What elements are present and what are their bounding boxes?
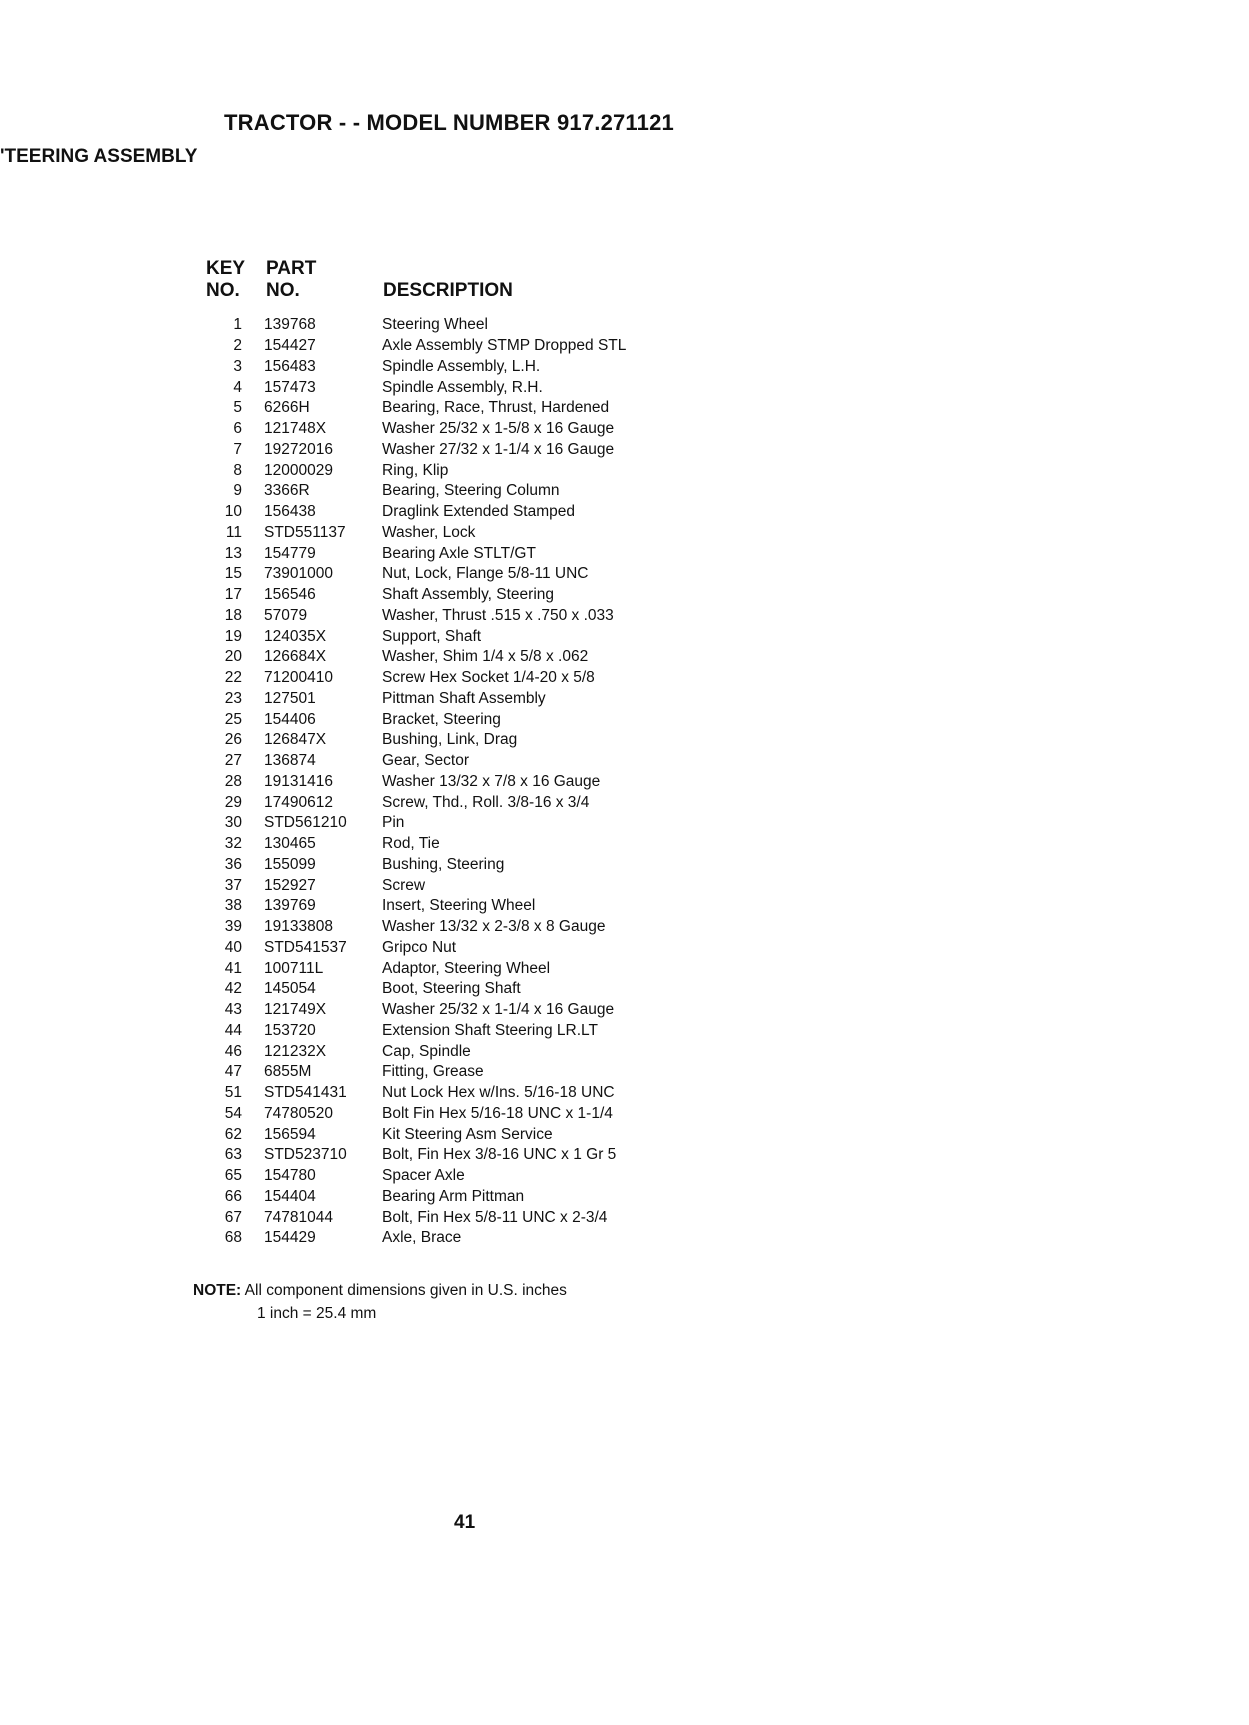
parts-row (200, 875, 802, 896)
part-no-cell: 74781044 (264, 1208, 333, 1226)
part-no-cell: 157473 (264, 378, 316, 396)
key-no-cell: 67 (224, 1208, 242, 1226)
parts-row (200, 1166, 802, 1187)
description-cell: Bearing, Race, Thrust, Hardened (382, 399, 610, 417)
parts-row (200, 979, 802, 1000)
description-cell: Screw Hex Socket 1/4-20 x 5/8 (382, 669, 595, 687)
key-no-cell: 9 (233, 482, 242, 500)
description-cell: Axle Assembly STMP Dropped STL (382, 337, 627, 355)
key-no-cell: 28 (224, 772, 242, 790)
key-no-cell: 65 (224, 1167, 242, 1185)
section-title: 'TEERING ASSEMBLY (0, 146, 198, 167)
parts-row (200, 1124, 802, 1145)
part-no-cell: 154429 (264, 1229, 316, 1247)
part-no-cell: 130465 (264, 835, 316, 853)
description-cell: Support, Shaft (382, 627, 482, 645)
part-no-cell: 100711L (264, 959, 324, 977)
description-cell: Gear, Sector (382, 752, 470, 770)
parts-row (200, 606, 802, 627)
parts-row (200, 336, 802, 357)
description-cell: Screw (382, 876, 426, 894)
part-no-cell: STD561210 (264, 814, 347, 832)
parts-row (200, 1000, 802, 1021)
description-cell: Bearing Axle STLT/GT (382, 544, 536, 562)
description-cell: Washer, Shim 1/4 x 5/8 x .062 (382, 648, 589, 666)
key-no-cell: 40 (224, 938, 242, 956)
key-no-cell: 7 (233, 440, 242, 458)
description-cell: Washer 25/32 x 1-5/8 x 16 Gauge (382, 420, 615, 438)
parts-row (200, 315, 802, 336)
key-no-cell: 2 (233, 337, 242, 355)
description-cell: Bolt, Fin Hex 3/8-16 UNC x 1 Gr 5 (382, 1146, 617, 1164)
part-no-cell: 139769 (264, 897, 316, 915)
part-no-cell: 153720 (264, 1021, 316, 1039)
part-no-header (266, 258, 316, 302)
parts-row (200, 917, 802, 938)
parts-row (200, 792, 802, 813)
description-cell: Cap, Spindle (382, 1042, 471, 1060)
parts-row (200, 1021, 802, 1042)
part-no-cell: 19133808 (264, 918, 333, 936)
parts-row (200, 626, 802, 647)
key-header-line1: KEY (206, 258, 246, 279)
description-cell: Pittman Shaft Assembly (382, 689, 546, 707)
description-cell: Boot, Steering Shaft (382, 980, 521, 998)
note (193, 1282, 567, 1300)
part-no-cell: 121749X (264, 1001, 327, 1019)
description-cell: Screw, Thd., Roll. 3/8-16 x 3/4 (382, 793, 590, 811)
parts-row (200, 1228, 802, 1249)
description-cell: Bolt, Fin Hex 5/8-11 UNC x 2-3/4 (382, 1208, 608, 1226)
key-no-cell: 62 (224, 1125, 242, 1143)
description-cell: Bracket, Steering (382, 710, 501, 728)
part-no-cell: 154404 (264, 1187, 316, 1205)
description-cell: Gripco Nut (382, 938, 457, 956)
parts-row (200, 419, 802, 440)
part-no-cell: 17490612 (264, 793, 333, 811)
key-header-line2: NO. (206, 280, 240, 301)
part-no-cell: 73901000 (264, 565, 333, 583)
parts-row (200, 585, 802, 606)
part-no-cell: 145054 (264, 980, 316, 998)
parts-row (200, 730, 802, 751)
description-cell: Fitting, Grease (382, 1063, 484, 1081)
part-no-cell: 155099 (264, 855, 316, 873)
parts-row (200, 523, 802, 544)
parts-list (200, 315, 802, 1249)
key-no-cell: 10 (224, 503, 242, 521)
part-no-cell: 121748X (264, 420, 327, 438)
key-no-cell: 46 (224, 1042, 242, 1060)
part-no-cell: 74780520 (264, 1104, 333, 1122)
description-cell: Washer 27/32 x 1-1/4 x 16 Gauge (382, 440, 615, 458)
description-cell: Nut Lock Hex w/Ins. 5/16-18 UNC (382, 1084, 615, 1102)
part-no-cell: 156546 (264, 586, 316, 604)
parts-row (200, 689, 802, 710)
parts-row (200, 440, 802, 461)
key-no-cell: 47 (224, 1063, 242, 1081)
key-no-cell: 6 (233, 420, 242, 438)
key-no-cell: 43 (224, 1001, 242, 1019)
description-header: DESCRIPTION (383, 280, 513, 301)
part-no-cell: 3366R (264, 482, 310, 500)
key-no-cell: 51 (224, 1084, 242, 1102)
part-no-cell: 136874 (264, 752, 316, 770)
description-cell: Spindle Assembly, R.H. (382, 378, 543, 396)
description-cell: Shaft Assembly, Steering (382, 586, 555, 604)
part-no-cell: 124035X (264, 627, 327, 645)
key-no-cell: 1 (233, 316, 242, 334)
parts-row (200, 1145, 802, 1166)
note-label: NOTE: (193, 1282, 242, 1299)
key-no-cell: 30 (224, 814, 242, 832)
part-no-cell: 71200410 (264, 669, 333, 687)
key-no-cell: 25 (224, 710, 242, 728)
description-cell: Rod, Tie (382, 835, 440, 853)
parts-row (200, 668, 802, 689)
description-cell: Insert, Steering Wheel (382, 897, 536, 915)
key-no-cell: 15 (224, 565, 242, 583)
parts-row (200, 1207, 802, 1228)
key-no-cell: 66 (224, 1187, 242, 1205)
part-no-cell: 154406 (264, 710, 316, 728)
description-cell: Washer, Thrust .515 x .750 x .033 (382, 606, 614, 624)
parts-row (200, 647, 802, 668)
parts-row (200, 834, 802, 855)
part-no-cell: 6855M (264, 1063, 312, 1081)
parts-row (200, 564, 802, 585)
part-no-cell: 19131416 (264, 772, 333, 790)
key-no-cell: 63 (224, 1146, 242, 1164)
key-no-cell: 54 (224, 1104, 242, 1122)
description-cell: Steering Wheel (382, 316, 488, 334)
part-no-cell: 12000029 (264, 461, 333, 479)
key-no-cell: 8 (233, 461, 242, 479)
parts-row (200, 460, 802, 481)
part-no-cell: STD523710 (264, 1146, 347, 1164)
description-cell: Washer, Lock (382, 523, 476, 541)
key-no-cell: 13 (224, 544, 242, 562)
parts-row (200, 398, 802, 419)
part-no-cell: 121232X (264, 1042, 327, 1060)
parts-row (200, 481, 802, 502)
part-no-cell: 156483 (264, 357, 316, 375)
description-cell: Spindle Assembly, L.H. (382, 357, 541, 375)
key-no-cell: 27 (224, 752, 242, 770)
part-no-cell: 127501 (264, 689, 316, 707)
key-no-cell: 29 (224, 793, 242, 811)
key-no-cell: 41 (224, 959, 242, 977)
part-no-cell: 154780 (264, 1167, 316, 1185)
key-no-cell: 18 (224, 606, 242, 624)
parts-row (200, 709, 802, 730)
key-no-cell: 37 (224, 876, 242, 894)
description-cell: Extension Shaft Steering LR.LT (382, 1021, 598, 1039)
parts-row (200, 543, 802, 564)
description-cell: Pin (382, 814, 405, 832)
parts-row (200, 751, 802, 772)
description-cell: Bearing, Steering Column (382, 482, 560, 500)
part-header-line1: PART (266, 258, 317, 279)
parts-row (200, 1187, 802, 1208)
page-number: 41 (454, 1512, 476, 1533)
note-text: All component dimensions given in U.S. inches (244, 1282, 567, 1299)
key-no-cell: 26 (224, 731, 242, 749)
description-cell: Spacer Axle (382, 1167, 465, 1185)
key-no-cell: 68 (224, 1229, 242, 1247)
parts-row (200, 502, 802, 523)
key-no-header (206, 258, 245, 302)
parts-row (200, 938, 802, 959)
parts-row (200, 813, 802, 834)
parts-row (200, 1062, 802, 1083)
key-no-cell: 32 (224, 835, 242, 853)
part-no-cell: 126684X (264, 648, 327, 666)
parts-row (200, 958, 802, 979)
key-no-cell: 19 (224, 627, 242, 645)
part-no-cell: 152927 (264, 876, 316, 894)
description-cell: Washer 25/32 x 1-1/4 x 16 Gauge (382, 1001, 615, 1019)
key-no-cell: 4 (233, 378, 242, 396)
part-no-cell: 154427 (264, 337, 316, 355)
note-conversion: 1 inch = 25.4 mm (257, 1305, 377, 1322)
description-cell: Bolt Fin Hex 5/16-18 UNC x 1-1/4 (382, 1104, 613, 1122)
parts-row (200, 1083, 802, 1104)
part-no-cell: 156594 (264, 1125, 316, 1143)
description-cell: Washer 13/32 x 2-3/8 x 8 Gauge (382, 918, 606, 936)
part-no-cell: 156438 (264, 503, 316, 521)
description-cell: Draglink Extended Stamped (382, 503, 576, 521)
key-no-cell: 39 (224, 918, 242, 936)
parts-row (200, 357, 802, 378)
key-no-cell: 11 (225, 523, 242, 541)
part-header-line2: NO. (266, 280, 300, 301)
part-no-cell: 139768 (264, 316, 316, 334)
part-no-cell: STD541431 (264, 1084, 347, 1102)
parts-row (200, 377, 802, 398)
key-no-cell: 44 (224, 1021, 242, 1039)
parts-row (200, 855, 802, 876)
key-no-cell: 20 (224, 648, 242, 666)
part-no-cell: 19272016 (264, 440, 333, 458)
description-cell: Bushing, Link, Drag (382, 731, 518, 749)
parts-row (200, 896, 802, 917)
key-no-cell: 17 (224, 586, 242, 604)
part-no-cell: 57079 (264, 606, 308, 624)
key-no-cell: 36 (224, 855, 242, 873)
parts-row (200, 1041, 802, 1062)
parts-row (200, 1104, 802, 1125)
description-cell: Bushing, Steering (382, 855, 505, 873)
key-no-cell: 22 (224, 669, 242, 687)
description-cell: Nut, Lock, Flange 5/8-11 UNC (382, 565, 589, 583)
key-no-cell: 5 (233, 399, 242, 417)
description-cell: Kit Steering Asm Service (382, 1125, 553, 1143)
description-cell: Axle, Brace (382, 1229, 462, 1247)
description-cell: Ring, Klip (382, 461, 449, 479)
key-no-cell: 38 (224, 897, 242, 915)
key-no-cell: 3 (233, 357, 242, 375)
part-no-cell: 154779 (264, 544, 316, 562)
description-cell: Bearing Arm Pittman (382, 1187, 525, 1205)
parts-row (200, 772, 802, 793)
part-no-cell: 126847X (264, 731, 327, 749)
page-title: TRACTOR - - MODEL NUMBER 917.271121 (224, 110, 674, 135)
description-cell: Adaptor, Steering Wheel (382, 959, 551, 977)
part-no-cell: STD541537 (264, 938, 347, 956)
part-no-cell: STD551137 (264, 523, 346, 541)
key-no-cell: 23 (224, 689, 242, 707)
part-no-cell: 6266H (264, 399, 310, 417)
key-no-cell: 42 (224, 980, 242, 998)
description-cell: Washer 13/32 x 7/8 x 16 Gauge (382, 772, 601, 790)
